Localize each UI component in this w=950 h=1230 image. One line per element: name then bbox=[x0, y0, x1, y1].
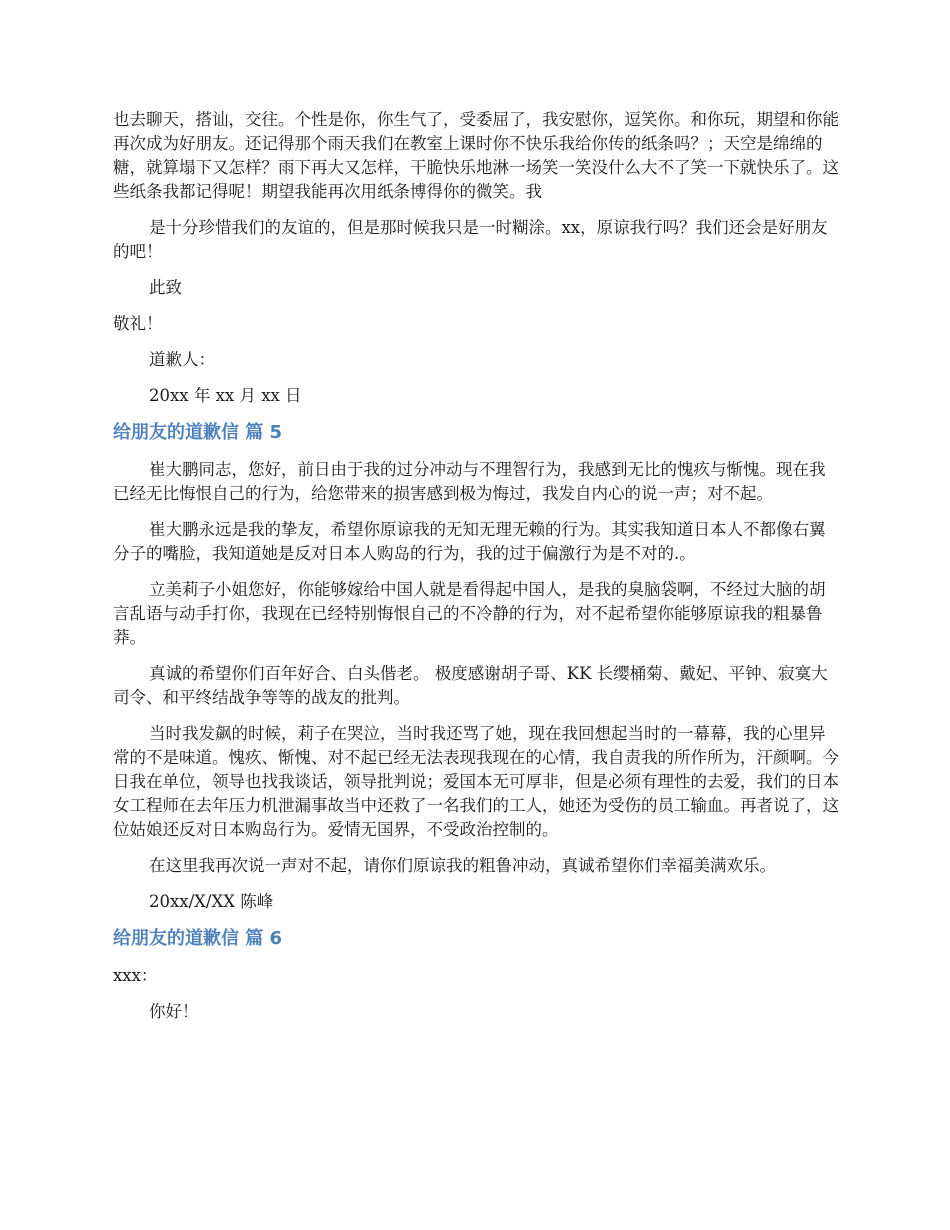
letter-recipient: xxx： bbox=[113, 966, 158, 985]
section-heading-5: 给朋友的道歉信 篇 5 bbox=[113, 422, 283, 443]
paragraph-apology-5: 当时我发飙的时候，莉子在哭泣，当时我还骂了她，现在我回想起当时的一幕幕，我的心里异常的不是味道。愧疚、惭愧、对不起已经无法表现我现在的心情，我自责我的所作所为，汗颜啊。今日我在单位，领导也找我谈话，领导批判说；爱国本无可厚非，但是必须有理性的去爱，我们的日本女工程师在去年压力机泄漏事故当中还救了一名我们的工人，她还为受伤的员工输血。再者说了，这位姑娘还反对日本购岛行为。爱情无国界，不受政治控制的。 bbox=[113, 724, 839, 839]
paragraph-apology-6: 在这里我再次说一声对不起，请你们原谅我的粗鲁冲动，真诚希望你们幸福美满欢乐。 bbox=[149, 856, 776, 875]
closing-salutation: 此致 bbox=[149, 278, 182, 297]
paragraph-continuation: 也去聊天，搭讪，交往。个性是你，你生气了，受委屈了，我安慰你，逗笑你。和你玩，期望和你能再次成为好朋友。还记得那个雨天我们在教室上课时你不快乐我给你传的纸条吗？；天空是绵绵的糖，就算塌下又怎样？雨下再大又怎样，干脆快乐地淋一场笑一笑没什么大不了笑一下就快乐了。这些纸条我都记得呢！期望我能再次用纸条博得你的微笑。我 bbox=[113, 110, 839, 201]
signature-label: 道歉人： bbox=[149, 350, 215, 369]
paragraph-apology-2: 崔大鹏永远是我的挚友，希望你原谅我的无知无理无赖的行为。其实我知道日本人不都像右翼分子的嘴脸，我知道她是反对日本人购岛的行为，我的过于偏激行为是不对的.。 bbox=[113, 520, 826, 563]
paragraph-apology-3: 立美莉子小姐您好，你能够嫁给中国人就是看得起中国人，是我的臭脑袋啊，不经过大脑的胡言乱语与动手打你，我现在已经特别悔恨自己的不冷静的行为，对不起希望你能够原谅我的粗暴鲁莽。 bbox=[113, 580, 826, 647]
closing-respect: 敬礼！ bbox=[113, 314, 163, 333]
paragraph-friendship: 是十分珍惜我们的友谊的，但是那时候我只是一时糊涂。xx，原谅我行吗？我们还会是好朋友的吧！ bbox=[113, 218, 828, 261]
paragraph-apology-4: 真诚的希望你们百年好合、白头偕老。 极度感谢胡子哥、KK 长缨桶菊、戴妃、平钟、寂寞大司令、和平终结战争等等的战友的批判。 bbox=[113, 664, 828, 707]
letter-greeting: 你好！ bbox=[149, 1002, 199, 1021]
document-page bbox=[113, 108, 840, 1036]
section-heading-6: 给朋友的道歉信 篇 6 bbox=[113, 928, 283, 949]
paragraph-apology-1: 崔大鹏同志，您好，前日由于我的过分冲动与不理智行为，我感到无比的愧疚与惭愧。现在我已经无比悔恨自己的行为，给您带来的损害感到极为悔过，我发自内心的说一声；对不起。 bbox=[113, 460, 826, 503]
signature-date: 20xx 年 xx 月 xx 日 bbox=[149, 386, 302, 405]
signature-line: 20xx/X/XX 陈峰 bbox=[149, 892, 274, 911]
